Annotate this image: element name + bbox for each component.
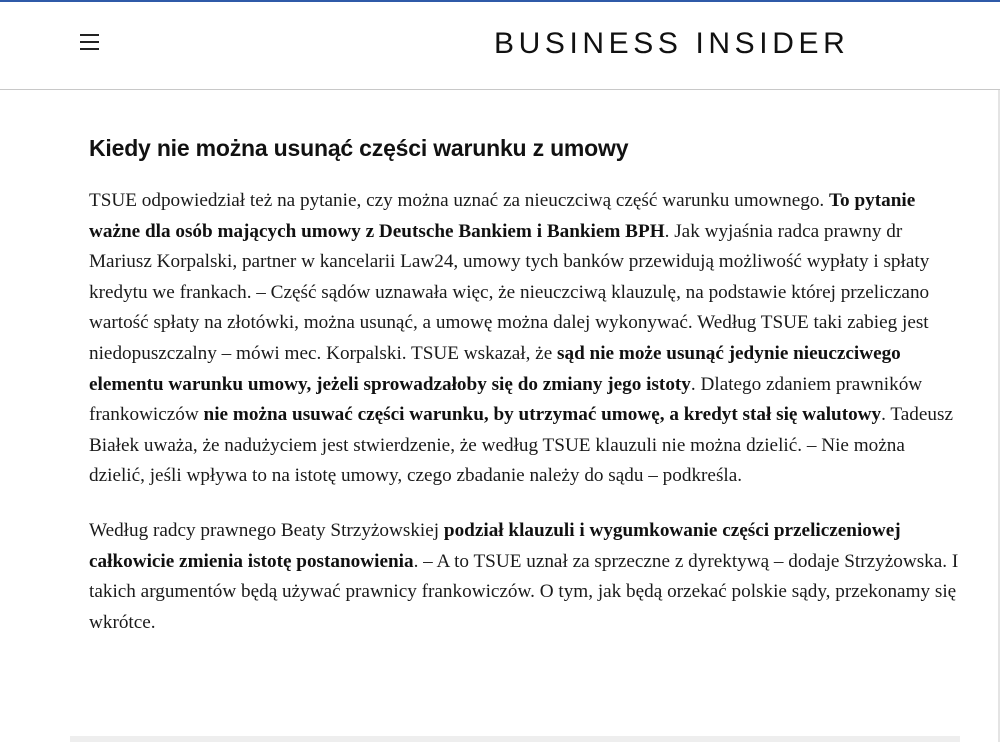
paragraph-bold-text: nie można usuwać części warunku, by utrzymać umowę, a kredyt stał się walutowy xyxy=(203,404,882,426)
paragraph-text: . Dlatego zdaniem prawników frankowiczów xyxy=(89,373,923,426)
site-logo[interactable]: BUSINESS INSIDER xyxy=(494,27,850,60)
paragraph-bold-text: sąd nie może usunąć jedynie nieuczciwego elementu warunku umowy, jeżeli sprowadzałoby się do zmiany jego istoty xyxy=(89,342,901,395)
paragraph-text: . Jak wyjaśnia radca prawny dr Mariusz Korpalski, partner w kancelarii Law24, umowy tych banków przewidują możliwość wypłaty i spłaty kredytu we frankach. – Część sądów uznawała więc, że nieuczciwą klauzulę, na podstawie której przeliczano wartość spłaty na złotówki, można usunąć, a umowę można dalej wykonywać. Według TSUE taki zabieg jest niedopuszczalny – mówi mec. Korpalski. TSUE wskazał, że xyxy=(89,220,930,364)
paragraph-bold-text: podział klauzuli i wygumkowanie części przeliczeniowej całkowicie zmienia istotę postanowienia xyxy=(89,519,901,572)
paragraph-text: . Tadeusz Białek uważa, że nadużyciem jest stwierdzenie, że według TSUE klauzuli nie można dzielić. – Nie można dzielić, jeśli wpływa to na istotę umowy, czego zbadanie należy do sądu – podkreśla. xyxy=(89,404,953,487)
paragraph-text: Według radcy prawnego Beaty Strzyżowskiej xyxy=(89,519,444,541)
section-heading: Kiedy nie można usunąć części warunku z umowy xyxy=(89,135,629,161)
hamburger-line xyxy=(80,41,99,43)
hamburger-line xyxy=(80,48,99,50)
article-paragraph-2 xyxy=(89,516,959,638)
article-body xyxy=(89,130,959,662)
site-header xyxy=(0,2,1000,90)
paragraph-text: . – A to TSUE uznał za sprzeczne z dyrektywą – dodaje Strzyżowska. I takich argumentów będą używać prawnicy frankowiczów. O tym, jak będą orzekać polskie sądy, przekonamy się wkrótce. xyxy=(89,550,959,633)
paragraph-text: TSUE odpowiedział też na pytanie, czy można uznać za nieuczciwą część warunku umownego. xyxy=(89,190,830,211)
hamburger-line xyxy=(80,34,99,36)
article-paragraph-1 xyxy=(89,186,959,492)
hamburger-menu-icon[interactable] xyxy=(80,33,99,51)
paragraph-bold-text: To pytanie ważne dla osób mających umowy z Deutsche Bankiem i Bankiem BPH xyxy=(89,190,916,242)
next-content-box xyxy=(70,736,960,742)
